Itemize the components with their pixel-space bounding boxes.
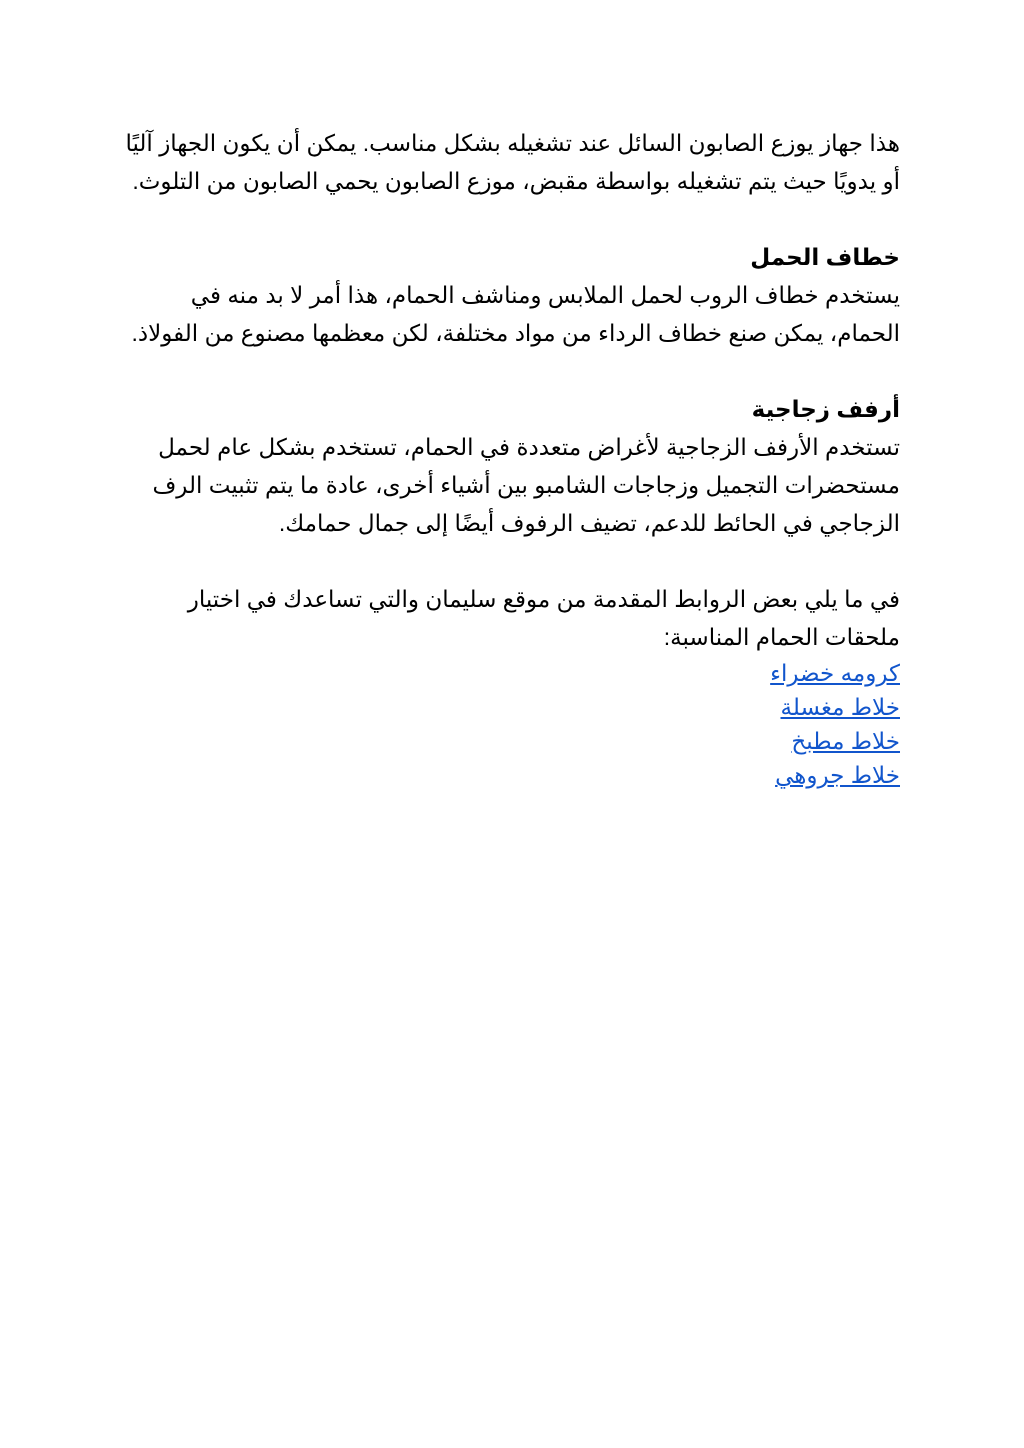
list-item [120,690,900,724]
heading-glass-shelves: أرفف زجاجية [751,396,900,422]
link-green-chrome[interactable]: كرومه خضراء [770,660,900,686]
list-item [120,656,900,690]
link-basin-mixer[interactable]: خلاط مغسلة [780,694,900,720]
spacer [120,352,900,390]
list-item [120,724,900,758]
list-item [120,758,900,792]
link-grohe-mixer[interactable]: خلاط جروهي [775,762,900,788]
paragraph-glass-shelves: تستخدم الأرفف الزجاجية لأغراض متعددة في الحمام، تستخدم بشكل عام لحمل مستحضرات التجميل وزجاجات الشامبو بين أشياء أخرى، عادة ما يتم تثبيت الرف الزجاجي في الحائط للدعم، تضيف الرفوف أيضًا إلى جمال حمامك. [152,434,900,536]
intro-paragraph: هذا جهاز يوزع الصابون السائل عند تشغيله بشكل مناسب. يمكن أن يكون الجهاز آليًا أو يدويًا حيث يتم تشغيله بواسطة مقبض، موزع الصابون يحمي الصابون من التلوث. [125,130,900,194]
paragraph-robe-hook: يستخدم خطاف الروب لحمل الملابس ومناشف الحمام، هذا أمر لا بد منه في الحمام، يمكن صنع خطاف الرداء من مواد مختلفة، لكن معظمها مصنوع من الفولاذ. [131,282,900,346]
link-kitchen-mixer[interactable]: خلاط مطبخ [791,728,900,754]
document-body [120,124,900,792]
spacer [120,542,900,580]
spacer [120,200,900,238]
links-intro-paragraph: في ما يلي بعض الروابط المقدمة من موقع سليمان والتي تساعدك في اختيار ملحقات الحمام المناسبة: [187,586,900,650]
heading-robe-hook: خطاف الحمل [750,244,900,270]
links-list [120,656,900,792]
